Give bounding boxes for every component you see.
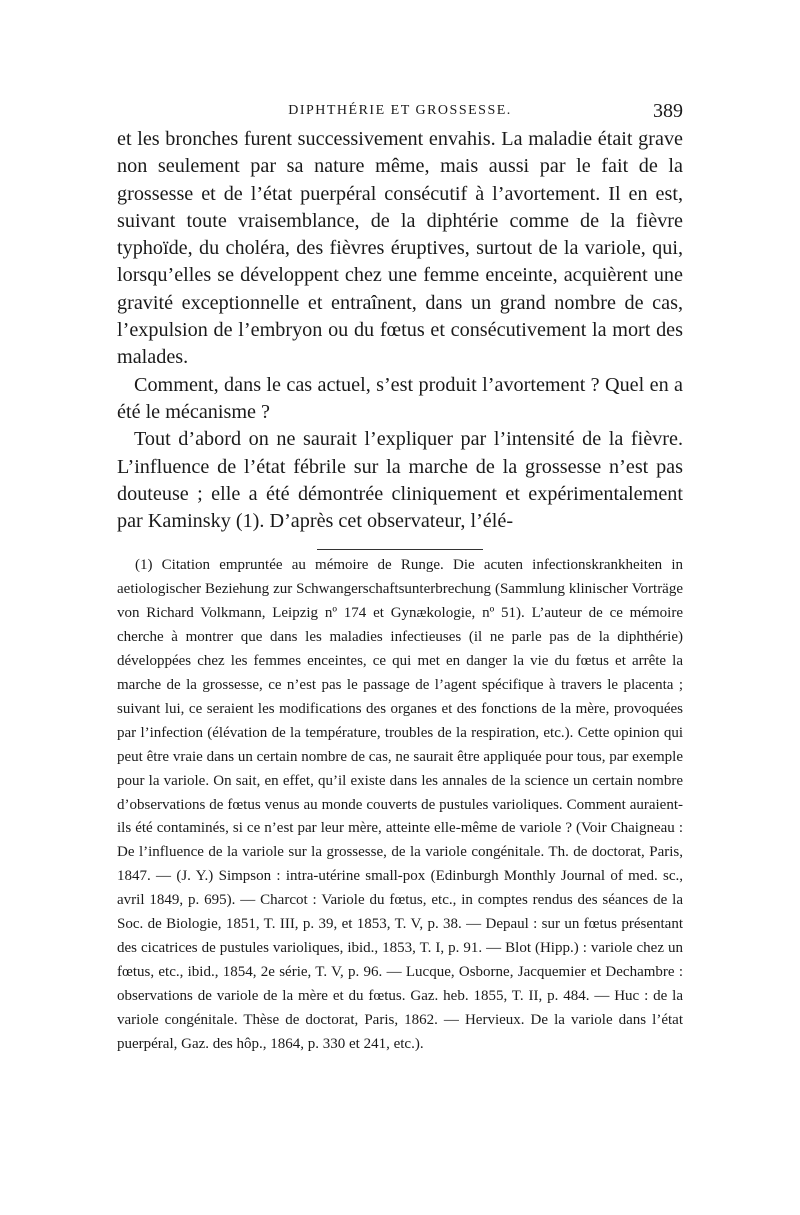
book-page	[117, 96, 683, 1056]
footnote-1: (1) Citation empruntée au mémoire de Runge. Die acuten infectionskrankheiten in aetiologischer Beziehung zur Schwangerschaftsunterbrechung (Sammlung klinischer Vorträge von Richard Volkmann, Leipzig nº 174 et Gynækologie, nº 51). L’auteur de ce mémoire cherche à montrer que dans les maladies infectieuses (il ne parle pas de la diphthérie) développées chez les femmes enceintes, ce qui met en danger la vie du fœtus et arrête la marche de la grossesse, ce n’est pas le passage de l’agent spécifique à travers le placenta ; suivant lui, ce seraient les modifications des organes et des fonctions de la mère, provoquées par l’infection (élévation de la température, troubles de la respiration, etc.). Cette opinion qui peut être vraie dans un certain nombre de cas, ne saurait être appliquée pour tous, par exemple pour la variole. On sait, en effet, qu’il existe dans les annales de la science un certain nombre d’observations de fœtus venus au monde couverts de pustules varioliques. Comment auraient-ils été contaminés, si ce n’est par leur mère, atteinte elle-même de variole ? (Voir Chaigneau : De l’influence de la variole sur la grossesse, de la variole congénitale. Th. de doctorat, Paris, 1847. — (J. Y.) Simpson : intra-utérine small-pox (Edinburgh Monthly Journal of med. sc., avril 1849, p. 695). — Charcot : Variole du fœtus, etc., in comptes rendus des séances de la Soc. de Biologie, 1851, T. III, p. 39, et 1853, T. V, p. 38. — Depaul : sur un fœtus présentant des cicatrices de pustules varioliques, ibid., 1853, T. I, p. 91. — Blot (Hipp.) : variole chez un fœtus, etc., ibid., 1854, 2e série, T. V, p. 96. — Lucque, Osborne, Jacquemier et Dechambre : observations de variole de la mère et du fœtus. Gaz. heb. 1855, T. II, p. 484. — Huc : de la variole congénitale. Thèse de doctorat, Paris, 1862. — Hervieux. De la variole dans l’état puerpéral, Gaz. des hôp., 1864, p. 330 et 241, etc.).	[117, 557, 683, 1052]
paragraph-fever: Tout d’abord on ne saurait l’expliquer par l’intensité de la fièvre. L’influence de l’état fébrile sur la marche de la grossesse n’est pas douteuse ; elle a été démontrée cliniquement et expérimentalement par Kaminsky (1). D’après cet observateur, l’élé-	[117, 428, 683, 533]
paragraph-question: Comment, dans le cas actuel, s’est produit l’avortement ? Quel en a été le mécanisme ?	[117, 373, 683, 423]
running-title: DIPHTHÉRIE ET GROSSESSE.	[288, 103, 512, 118]
running-head	[117, 96, 683, 126]
paragraph-continuation: et les bronches furent successivement envahis. La maladie était grave non seulement par sa nature même, mais aussi par le fait de la grossesse et de l’état puerpéral consécutif à l’avortement. Il en est, suivant toute vraisemblance, de la diphtérie comme de la fièvre typhoïde, du choléra, des fièvres éruptives, surtout de la variole, qui, lorsqu’elles se développent chez une femme enceinte, acquièrent une gravité exceptionnelle et entraînent, dans un grand nombre de cas, l’expulsion de l’embryon ou du fœtus et consécutivement la mort des malades.	[117, 128, 683, 369]
page-number: 389	[653, 100, 683, 122]
footnote-separator	[317, 549, 483, 550]
body-text	[117, 126, 683, 535]
